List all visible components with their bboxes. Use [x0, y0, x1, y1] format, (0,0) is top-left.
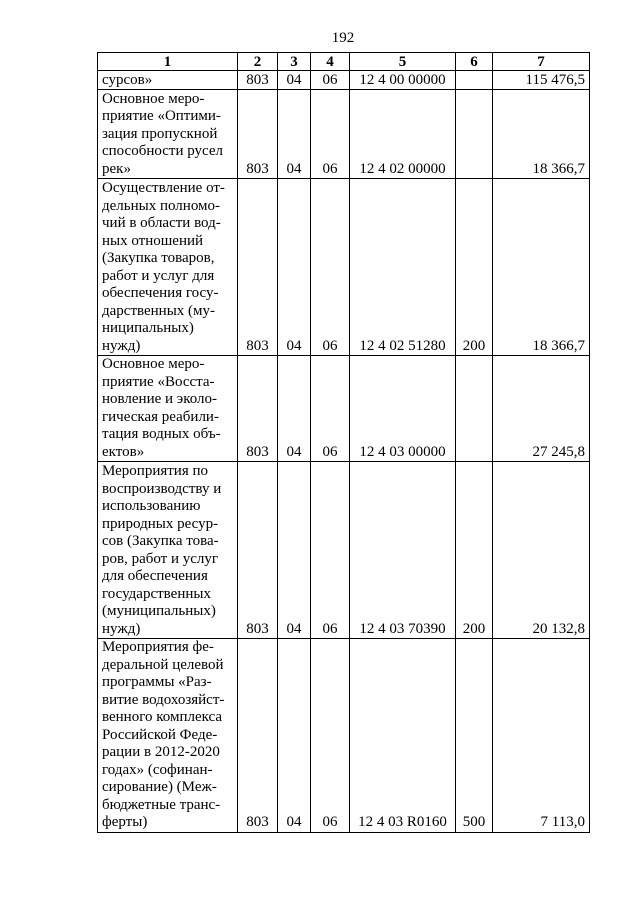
table-cell-col-6: [456, 90, 493, 179]
table-cell-col-6: [456, 71, 493, 90]
table-cell-col-3: 04: [278, 356, 311, 462]
table-header-row: [98, 53, 590, 71]
table-cell-col-1: Основное меро- приятие «Оптими- зация пропускной способности русел рек»: [98, 90, 238, 179]
table-row: [98, 71, 590, 90]
table-cell-col-2: 803: [238, 462, 278, 639]
table-header-cell-1: 1: [98, 53, 238, 71]
table-header-cell-4: 4: [311, 53, 350, 71]
table-cell-col-4: 06: [311, 90, 350, 179]
table-cell-col-4: 06: [311, 462, 350, 639]
table-cell-col-6: 200: [456, 179, 493, 356]
table-cell-col-4: 06: [311, 179, 350, 356]
table-cell-col-7: 18 366,7: [493, 179, 590, 356]
table-cell-col-3: 04: [278, 90, 311, 179]
table-cell-col-3: 04: [278, 639, 311, 833]
table-row: [98, 90, 590, 179]
table-cell-col-1: Основное меро- приятие «Восста- новление и эколо- гическая реабили- тация водных объ- ектов»: [98, 356, 238, 462]
table-cell-col-7: 115 476,5: [493, 71, 590, 90]
table-header-cell-7: 7: [493, 53, 590, 71]
table-header-cell-3: 3: [278, 53, 311, 71]
page-number: 192: [331, 30, 355, 46]
table-row: [98, 639, 590, 833]
table-cell-col-4: 06: [311, 639, 350, 833]
table-header-cell-6: 6: [456, 53, 493, 71]
table-cell-col-1: сурсов»: [98, 71, 238, 90]
data-table: [97, 52, 590, 833]
table-cell-col-5: 12 4 02 51280: [350, 179, 456, 356]
table-cell-col-2: 803: [238, 179, 278, 356]
table-cell-col-4: 06: [311, 356, 350, 462]
table-cell-col-5: 12 4 02 00000: [350, 90, 456, 179]
table-cell-col-3: 04: [278, 462, 311, 639]
table-row: [98, 356, 590, 462]
table-cell-col-6: [456, 356, 493, 462]
table-cell-col-1: Мероприятия по воспроизводству и использованию природных ресур- сов (Закупка това- ров, работ и услуг для обеспечения государственных (муниципальных) нужд): [98, 462, 238, 639]
table-cell-col-2: 803: [238, 90, 278, 179]
table-cell-col-2: 803: [238, 639, 278, 833]
table-cell-col-7: 20 132,8: [493, 462, 590, 639]
table-cell-col-7: 7 113,0: [493, 639, 590, 833]
table-cell-col-1: Осуществление от- дельных полномо- чий в области вод- ных отношений (Закупка товаров, работ и услуг для обеспечения госу- дарственных (му- ниципальных) нужд): [98, 179, 238, 356]
table-cell-col-5: 12 4 03 70390: [350, 462, 456, 639]
table-cell-col-3: 04: [278, 71, 311, 90]
table-cell-col-2: 803: [238, 356, 278, 462]
table-cell-col-7: 27 245,8: [493, 356, 590, 462]
table-cell-col-6: 500: [456, 639, 493, 833]
table-cell-col-1: Мероприятия фе- деральной целевой программы «Раз- витие водохозяйст- венного комплекса Российской Феде- рации в 2012-2020 годах» (софинан- сирование) (Меж- бюджетные транс- ферты): [98, 639, 238, 833]
table-header-cell-2: 2: [238, 53, 278, 71]
table-cell-col-5: 12 4 00 00000: [350, 71, 456, 90]
table-cell-col-5: 12 4 03 R0160: [350, 639, 456, 833]
table-header-cell-5: 5: [350, 53, 456, 71]
table-row: [98, 462, 590, 639]
table-cell-col-6: 200: [456, 462, 493, 639]
table-cell-col-7: 18 366,7: [493, 90, 590, 179]
table-cell-col-4: 06: [311, 71, 350, 90]
table-cell-col-3: 04: [278, 179, 311, 356]
table-cell-col-2: 803: [238, 71, 278, 90]
table-row: [98, 179, 590, 356]
table-cell-col-5: 12 4 03 00000: [350, 356, 456, 462]
